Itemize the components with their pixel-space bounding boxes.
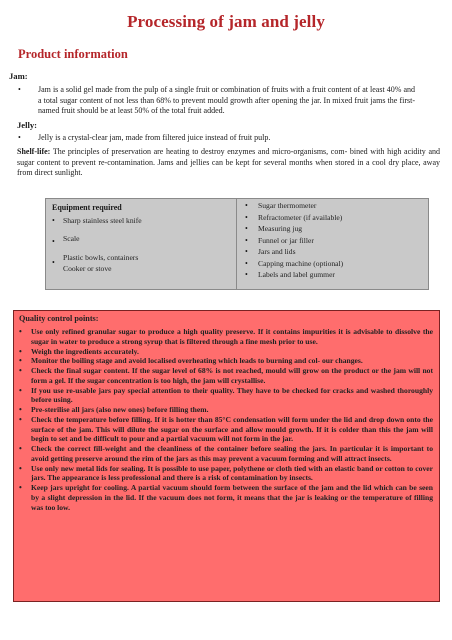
jam-label: Jam: — [9, 71, 28, 81]
bullet-icon: • — [18, 85, 21, 94]
shelf-life-label: Shelf-life: — [17, 147, 51, 156]
bullet-icon: • — [245, 224, 248, 233]
list-item: • Use only refined granular sugar to produce a high quality preserve. If it contains impurities it is advisable to dissolve the sugar in water to produce a strong syrup that is filtered through a fine mesh prior to use. — [18, 327, 433, 347]
equipment-item: Jars and lids — [258, 247, 296, 256]
equipment-box — [45, 198, 429, 290]
shelf-life-text: The principles of preservation are heating to destroy enzymes and micro-organisms, com- bined with high acidity and sugar content to prevent re-contamination. Jams and jellies can be kept for several months when stored in a cool dry place, away from direct sunlight. — [17, 147, 440, 178]
page-title: Processing of jam and jelly — [127, 12, 325, 31]
list-item: • If you use re-usable jars pay special attention to their quality. They have to be checked for cracks and washed thoroughly before using. — [18, 386, 433, 406]
quality-control-box — [13, 310, 440, 602]
bullet-icon: • — [245, 212, 248, 222]
bullet-icon: • — [245, 235, 248, 245]
list-item: • Monitor the boiling stage and avoid localised overheating which leads to burning and col- our changes. — [18, 356, 433, 366]
list-item: • Pre-sterilise all jars (also new ones) before filling them. — [18, 405, 433, 415]
bullet-icon: • — [245, 247, 248, 256]
bullet-icon: • — [18, 133, 21, 142]
list-item: • Check the final sugar content. If the sugar level of 68% is not reached, mould will grow on the product or the jam will not form a gel. If the sugar concentration is too high, the jam will crystallise. — [18, 366, 433, 386]
quality-points-list — [18, 327, 433, 512]
equipment-item: Cooker or stove — [63, 264, 112, 273]
list-item: • Weigh the ingredients accurately. — [18, 347, 433, 357]
list-item: • Check the correct fill-weight and the cleanliness of the container before sealing the jars. In particular it is important to avoid getting preserve around the rim of the jars as this may prevent a vacuum forming and will attract insects. — [18, 444, 433, 464]
equipment-item: Sugar thermometer — [258, 201, 317, 210]
bullet-icon: • — [52, 258, 55, 267]
equipment-item: Measuring jug — [258, 224, 303, 233]
list-item: • Keep jars upright for cooling. A partial vacuum should form between the surface of the jam and the lid which can be seen by a slight depression in the lid. If the vacuum does not form, it means that the jar is leaking or the temperature of filling was too low. — [18, 483, 433, 512]
list-item: • Check the temperature before filling. If it is hotter than 85°C condensation will form under the lid and drop down onto the surface of the jam. This will dilute the sugar on the surface and allow mould growth. If it is colder than this the jam will begin to set and be difficult to pour and a partial vacuum will not form in the jar. — [18, 415, 433, 444]
list-item: • Use only new metal lids for sealing. It is possible to use paper, polythene or cloth tied with an elastic band or cotton to cover jars. The appearance is less professional and there is a risk of contamination by insects. — [18, 464, 433, 484]
equipment-item: Funnel or jar filler — [258, 235, 314, 245]
bullet-icon: • — [52, 216, 55, 225]
bullet-icon: • — [245, 201, 248, 210]
jelly-label: Jelly: — [17, 120, 38, 130]
equipment-item: Scale — [63, 234, 80, 243]
equipment-item: Labels and label gummer — [258, 270, 335, 279]
equipment-left-column — [46, 199, 237, 289]
equipment-item: Capping machine (optional) — [258, 258, 344, 268]
product-info-heading: Product information — [18, 47, 128, 61]
jam-text: Jam is a solid gel made from the pulp of a single fruit or combination of fruits with a fruit content of at least 40% and a total sugar content of not less than 68% to prevent mould growth after opening the jar. In mixed fruit jams the first-named fruit should be at least 50% of the total fruit added. — [38, 85, 415, 116]
bullet-icon: • — [245, 258, 248, 268]
shelf-life-paragraph — [17, 147, 440, 179]
jelly-text: Jelly is a crystal-clear jam, made from filtered juice instead of fruit pulp. — [38, 133, 271, 142]
equipment-item: Refractometer (if available) — [258, 212, 343, 222]
equipment-item: Sharp stainless steel knife — [63, 216, 142, 225]
equipment-heading: Equipment required — [52, 203, 122, 212]
bullet-icon: • — [245, 270, 248, 279]
equipment-item: Plastic bowls, containers — [63, 253, 139, 262]
bullet-icon: • — [52, 237, 55, 246]
quality-heading: Quality control points: — [19, 314, 99, 323]
